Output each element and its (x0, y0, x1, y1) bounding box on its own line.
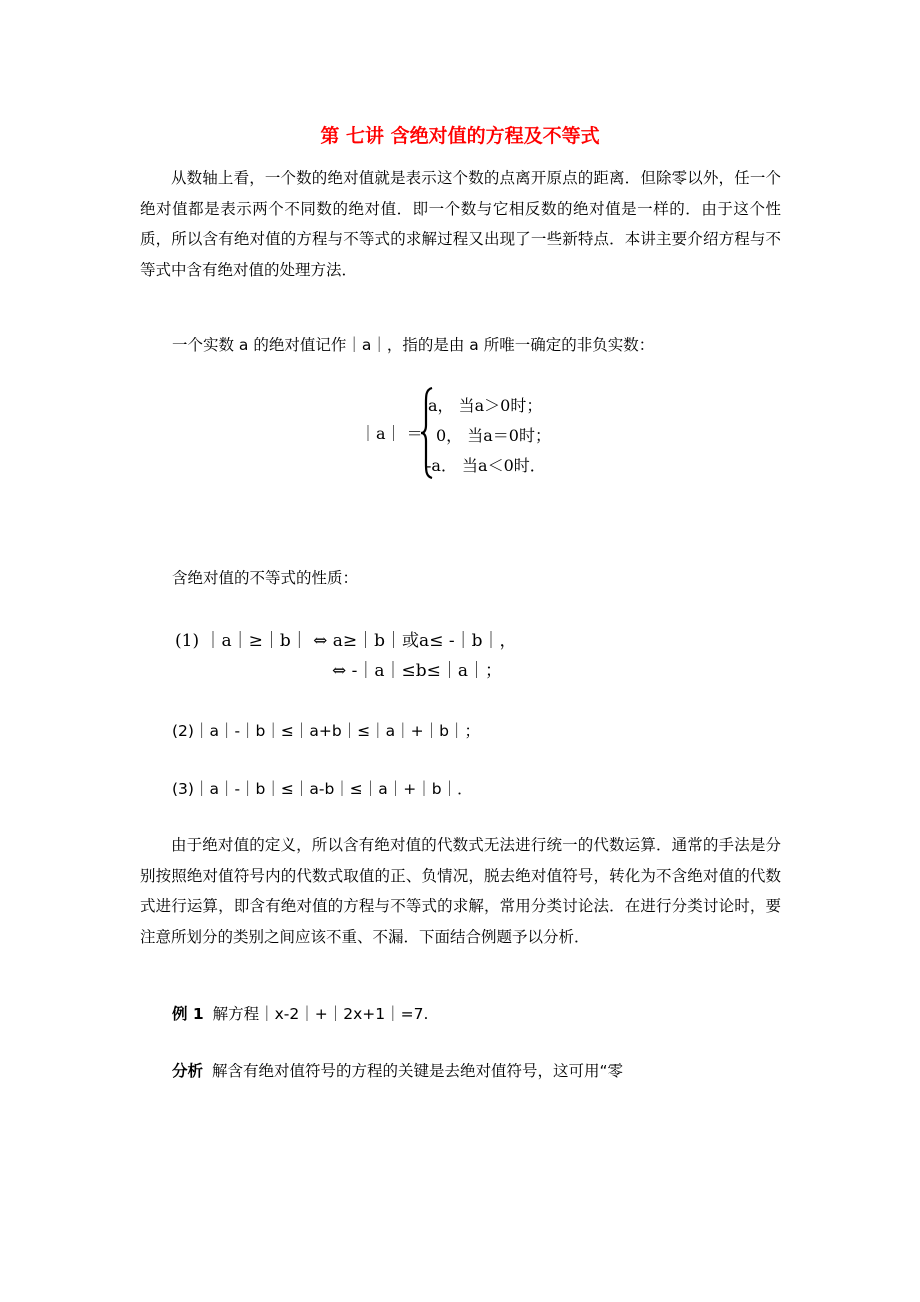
method-paragraph: 由于绝对值的定义，所以含有绝对值的代数式无法进行统一的代数运算．通常的手法是分别按照绝对值符号内的代数式取值的正、负情况，脱去绝对值符号，转化为不含绝对值的代数式进行运算，即含有绝对值的方程与不等式的求解，常用分类讨论法．在进行分类讨论时，要注意所划分的类别之间应该不重、不漏．下面结合例题予以分析． (140, 836, 781, 946)
property-1-line-2: ⇔ -｜a｜≤b≤｜a｜； (332, 661, 503, 681)
case-positive: a， 当a＞0时； (428, 396, 543, 415)
example-1-text: 解方程｜x-2｜+｜2x+1｜=7. (212, 1005, 429, 1023)
properties-heading: 含绝对值的不等式的性质： (172, 569, 359, 587)
property-1-line-1: (1) ｜a｜≥｜b｜ ⇔ a≥｜b｜或a≤ -｜b｜， (175, 631, 517, 651)
analysis-label: 分析 (172, 1062, 204, 1080)
example-1 (172, 1002, 428, 1024)
intro-paragraph: 从数轴上看，一个数的绝对值就是表示这个数的点离开原点的距离．但除零以外，任一个绝对值都是表示两个不同数的绝对值．即一个数与它相反数的绝对值是一样的．由于这个性质，所以含有绝对值的方程与不等式的求解过程又出现了一些新特点．本讲主要介绍方程与不等式中含有绝对值的处理方法． (140, 169, 781, 279)
abs-a-lhs: ｜a｜ ＝ (360, 424, 423, 443)
analysis-text: 解含有绝对值符号的方程的关键是去绝对值符号，这可用“零 (211, 1062, 623, 1080)
page-title: 第 七讲 含绝对值的方程及不等式 (320, 125, 600, 147)
case-negative: -a． 当a＜0时． (426, 456, 546, 475)
analysis (172, 1059, 623, 1081)
example-1-label: 例 1 (172, 1005, 204, 1023)
property-2: (2)｜a｜-｜b｜≤｜a+b｜≤｜a｜+｜b｜； (172, 722, 481, 740)
case-zero: 0， 当a＝0时； (436, 426, 551, 445)
definition-line: 一个实数 a 的绝对值记作｜a｜，指的是由 a 所唯一确定的非负实数： (172, 336, 655, 354)
property-3: (3)｜a｜-｜b｜≤｜a-b｜≤｜a｜+｜b｜． (172, 780, 473, 798)
